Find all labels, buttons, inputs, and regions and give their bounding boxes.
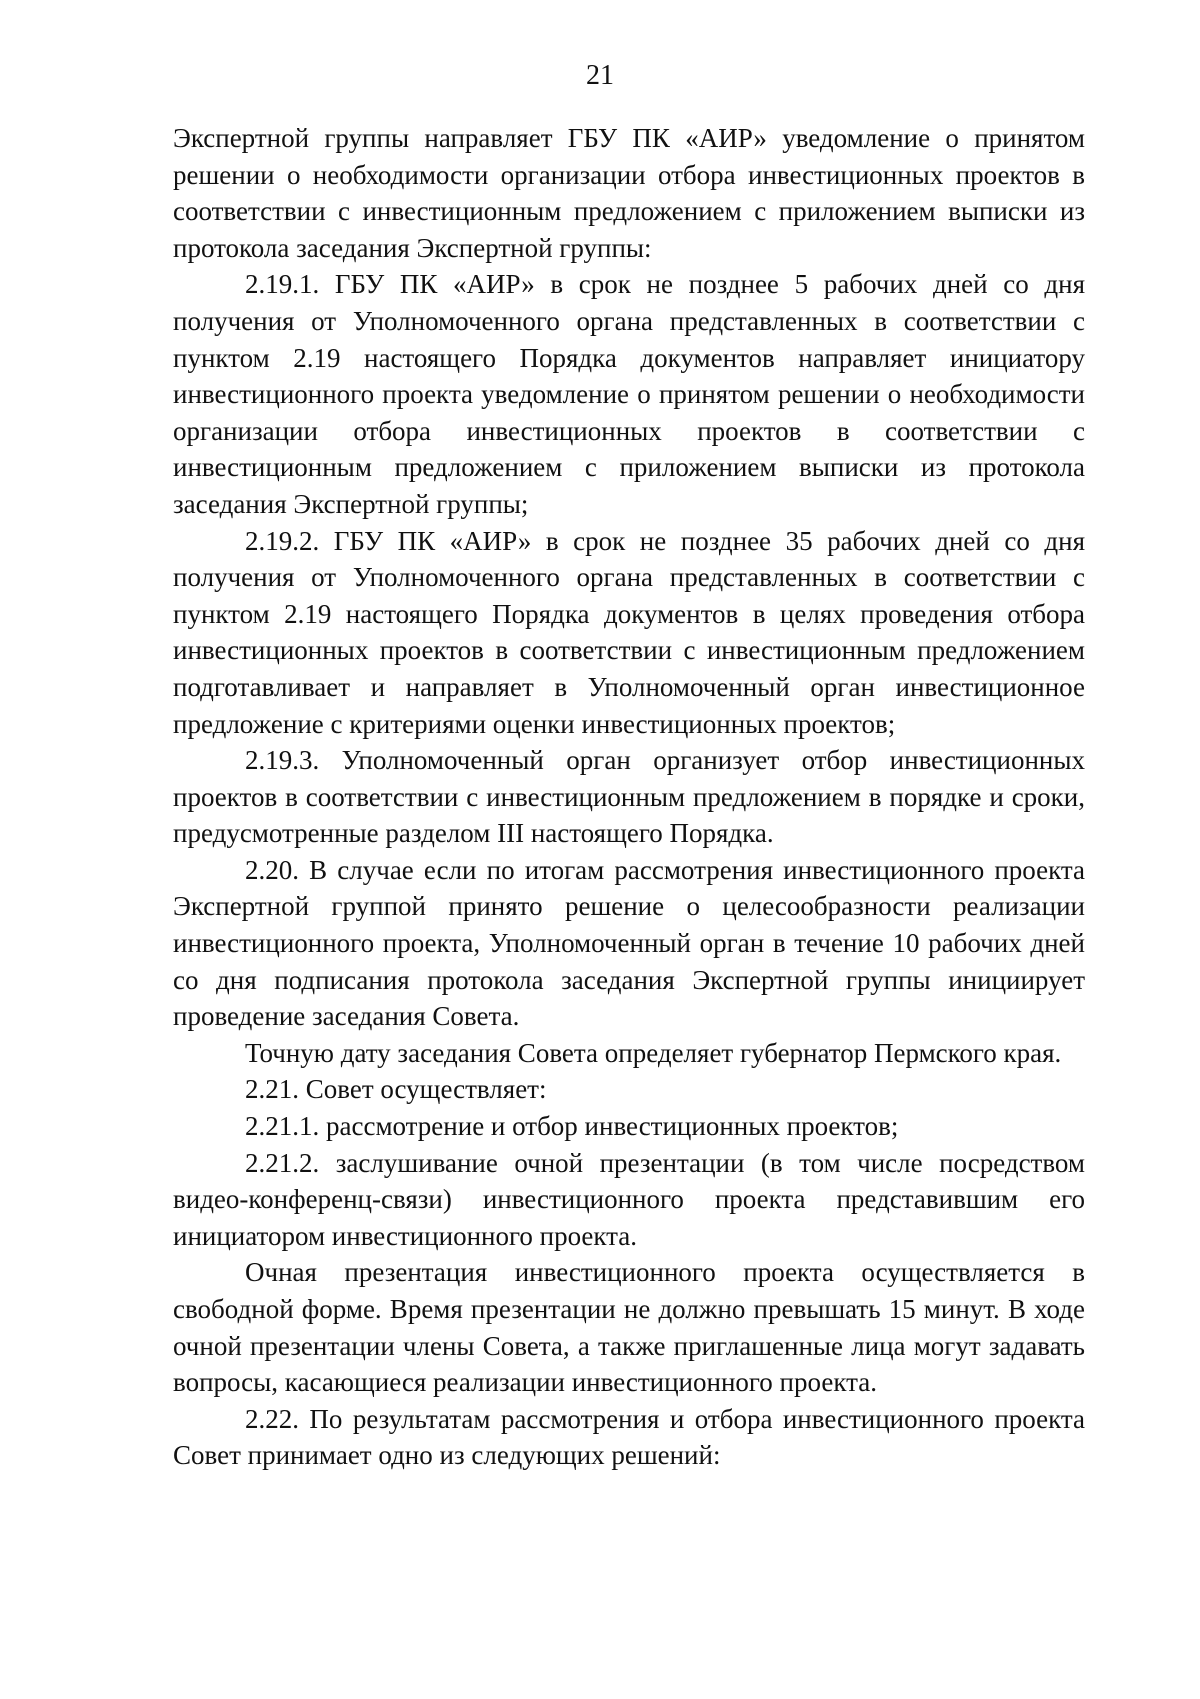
paragraph-2-19-3: 2.19.3. Уполномоченный орган организует отбор инвестиционных проектов в соответствии с инвестиционным предложением в порядке и сроки, предусмотренные разделом III настоящего Порядка. — [173, 745, 1085, 849]
paragraph-2-20: 2.20. В случае если по итогам рассмотрения инвестиционного проекта Экспертной группой принято решение о целесообразности реализации инвестиционного проекта, Уполномоченный орган в течение 10 рабочих дней со дня подписания протокола заседания Экспертной группы инициирует проведение заседания Совета. — [173, 854, 1085, 1032]
paragraph-meeting-date: Точную дату заседания Совета определяет губернатор Пермского края. — [245, 1037, 1062, 1068]
paragraph-2-22: 2.22. По результатам рассмотрения и отбора инвестиционного проекта Совет принимает одно из следующих решений: — [173, 1403, 1085, 1471]
paragraph-2-21-1: 2.21.1. рассмотрение и отбор инвестиционных проектов; — [245, 1111, 899, 1142]
paragraph-2-21-2: 2.21.2. заслушивание очной презентации (в том числе посредством видео-конференц-связи) инвестиционного проекта представившим его инициатором инвестиционного проекта. — [173, 1147, 1085, 1251]
paragraph-2-19-2: 2.19.2. ГБУ ПК «АИР» в срок не позднее 35 рабочих дней со дня получения от Уполномоченного органа представленных в соответствии с пунктом 2.19 настоящего Порядка документов в целях проведения отбора инвестиционных проектов в соответствии с инвестиционным предложением подготавливает и направляет в Уполномоченный орган инвестиционное предложение с критериями оценки инвестиционных проектов; — [173, 525, 1085, 739]
page-number: 21 — [586, 60, 614, 91]
paragraph-presentation: Очная презентация инвестиционного проекта осуществляется в свободной форме. Время презентации не должно превышать 15 минут. В ходе очной презентации члены Совета, а также приглашенные лица могут задавать вопросы, касающиеся реализации инвестиционного проекта. — [173, 1257, 1085, 1398]
paragraph-2-19-1: 2.19.1. ГБУ ПК «АИР» в срок не позднее 5 рабочих дней со дня получения от Уполномоченного органа представленных в соответствии с пунктом 2.19 настоящего Порядка документов направляет инициатору инвестиционного проекта уведомление о принятом решении о необходимости организации отбора инвестиционных проектов в соответствии с инвестиционным предложением с приложением выписки из протокола заседания Экспертной группы; — [173, 269, 1085, 519]
paragraph-2-21: 2.21. Совет осуществляет: — [245, 1074, 547, 1105]
paragraph-continuation: Экспертной группы направляет ГБУ ПК «АИР» уведомление о принятом решении о необходимости организации отбора инвестиционных проектов в соответствии с инвестиционным предложением с приложением выписки из протокола заседания Экспертной группы: — [173, 123, 1085, 263]
document-body — [173, 120, 1085, 1474]
